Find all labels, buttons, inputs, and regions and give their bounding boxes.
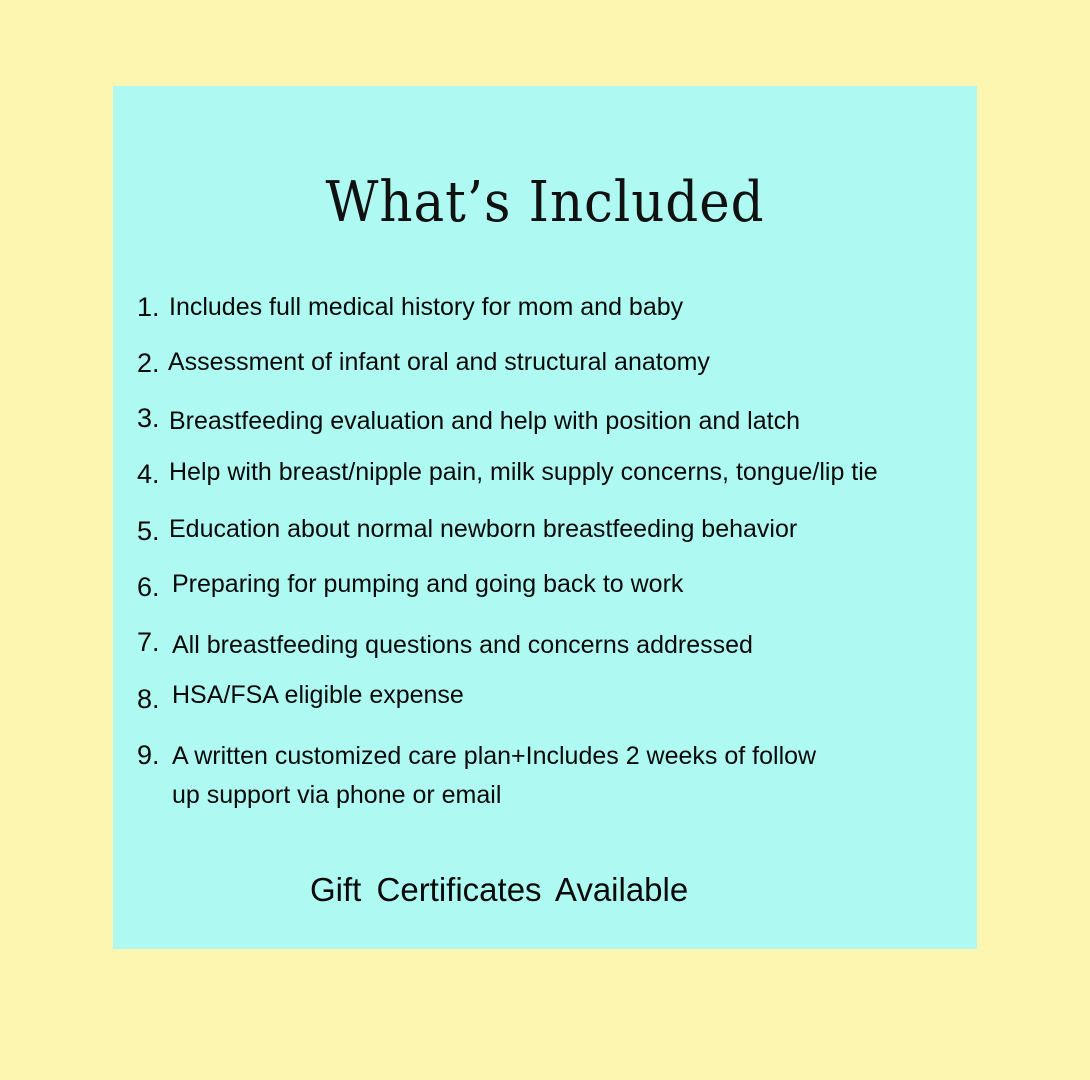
item-number: 6. <box>137 572 160 602</box>
item-number: 7. <box>137 627 160 657</box>
item-number: 2. <box>137 348 160 378</box>
list-item: HSA/FSA eligible expense <box>172 681 464 709</box>
list-item: Preparing for pumping and going back to work <box>172 570 684 598</box>
list-item: Education about normal newborn breastfeeding behavior <box>169 515 798 543</box>
item-number: 1. <box>137 292 160 322</box>
list-item: Help with breast/nipple pain, milk supply concerns, tongue/lip tie <box>169 458 878 486</box>
item-number: 5. <box>137 516 160 546</box>
list-item: Includes full medical history for mom and baby <box>169 293 684 321</box>
item-number: 4. <box>137 459 160 489</box>
page-title: What’s Included <box>325 170 765 235</box>
list-item: Assessment of infant oral and structural anatomy <box>168 348 710 376</box>
list-item: A written customized care plan+Includes 2 weeks of follow <box>172 742 817 770</box>
item-number: 9. <box>137 740 160 770</box>
gift-certificates-note: Gift Certificates Available <box>310 871 689 908</box>
list-item: All breastfeeding questions and concerns addressed <box>172 631 753 659</box>
item-number: 3. <box>137 403 160 433</box>
item-number: 8. <box>137 684 160 714</box>
list-item: Breastfeeding evaluation and help with position and latch <box>169 407 800 435</box>
list-item-continuation: up support via phone or email <box>172 781 502 809</box>
